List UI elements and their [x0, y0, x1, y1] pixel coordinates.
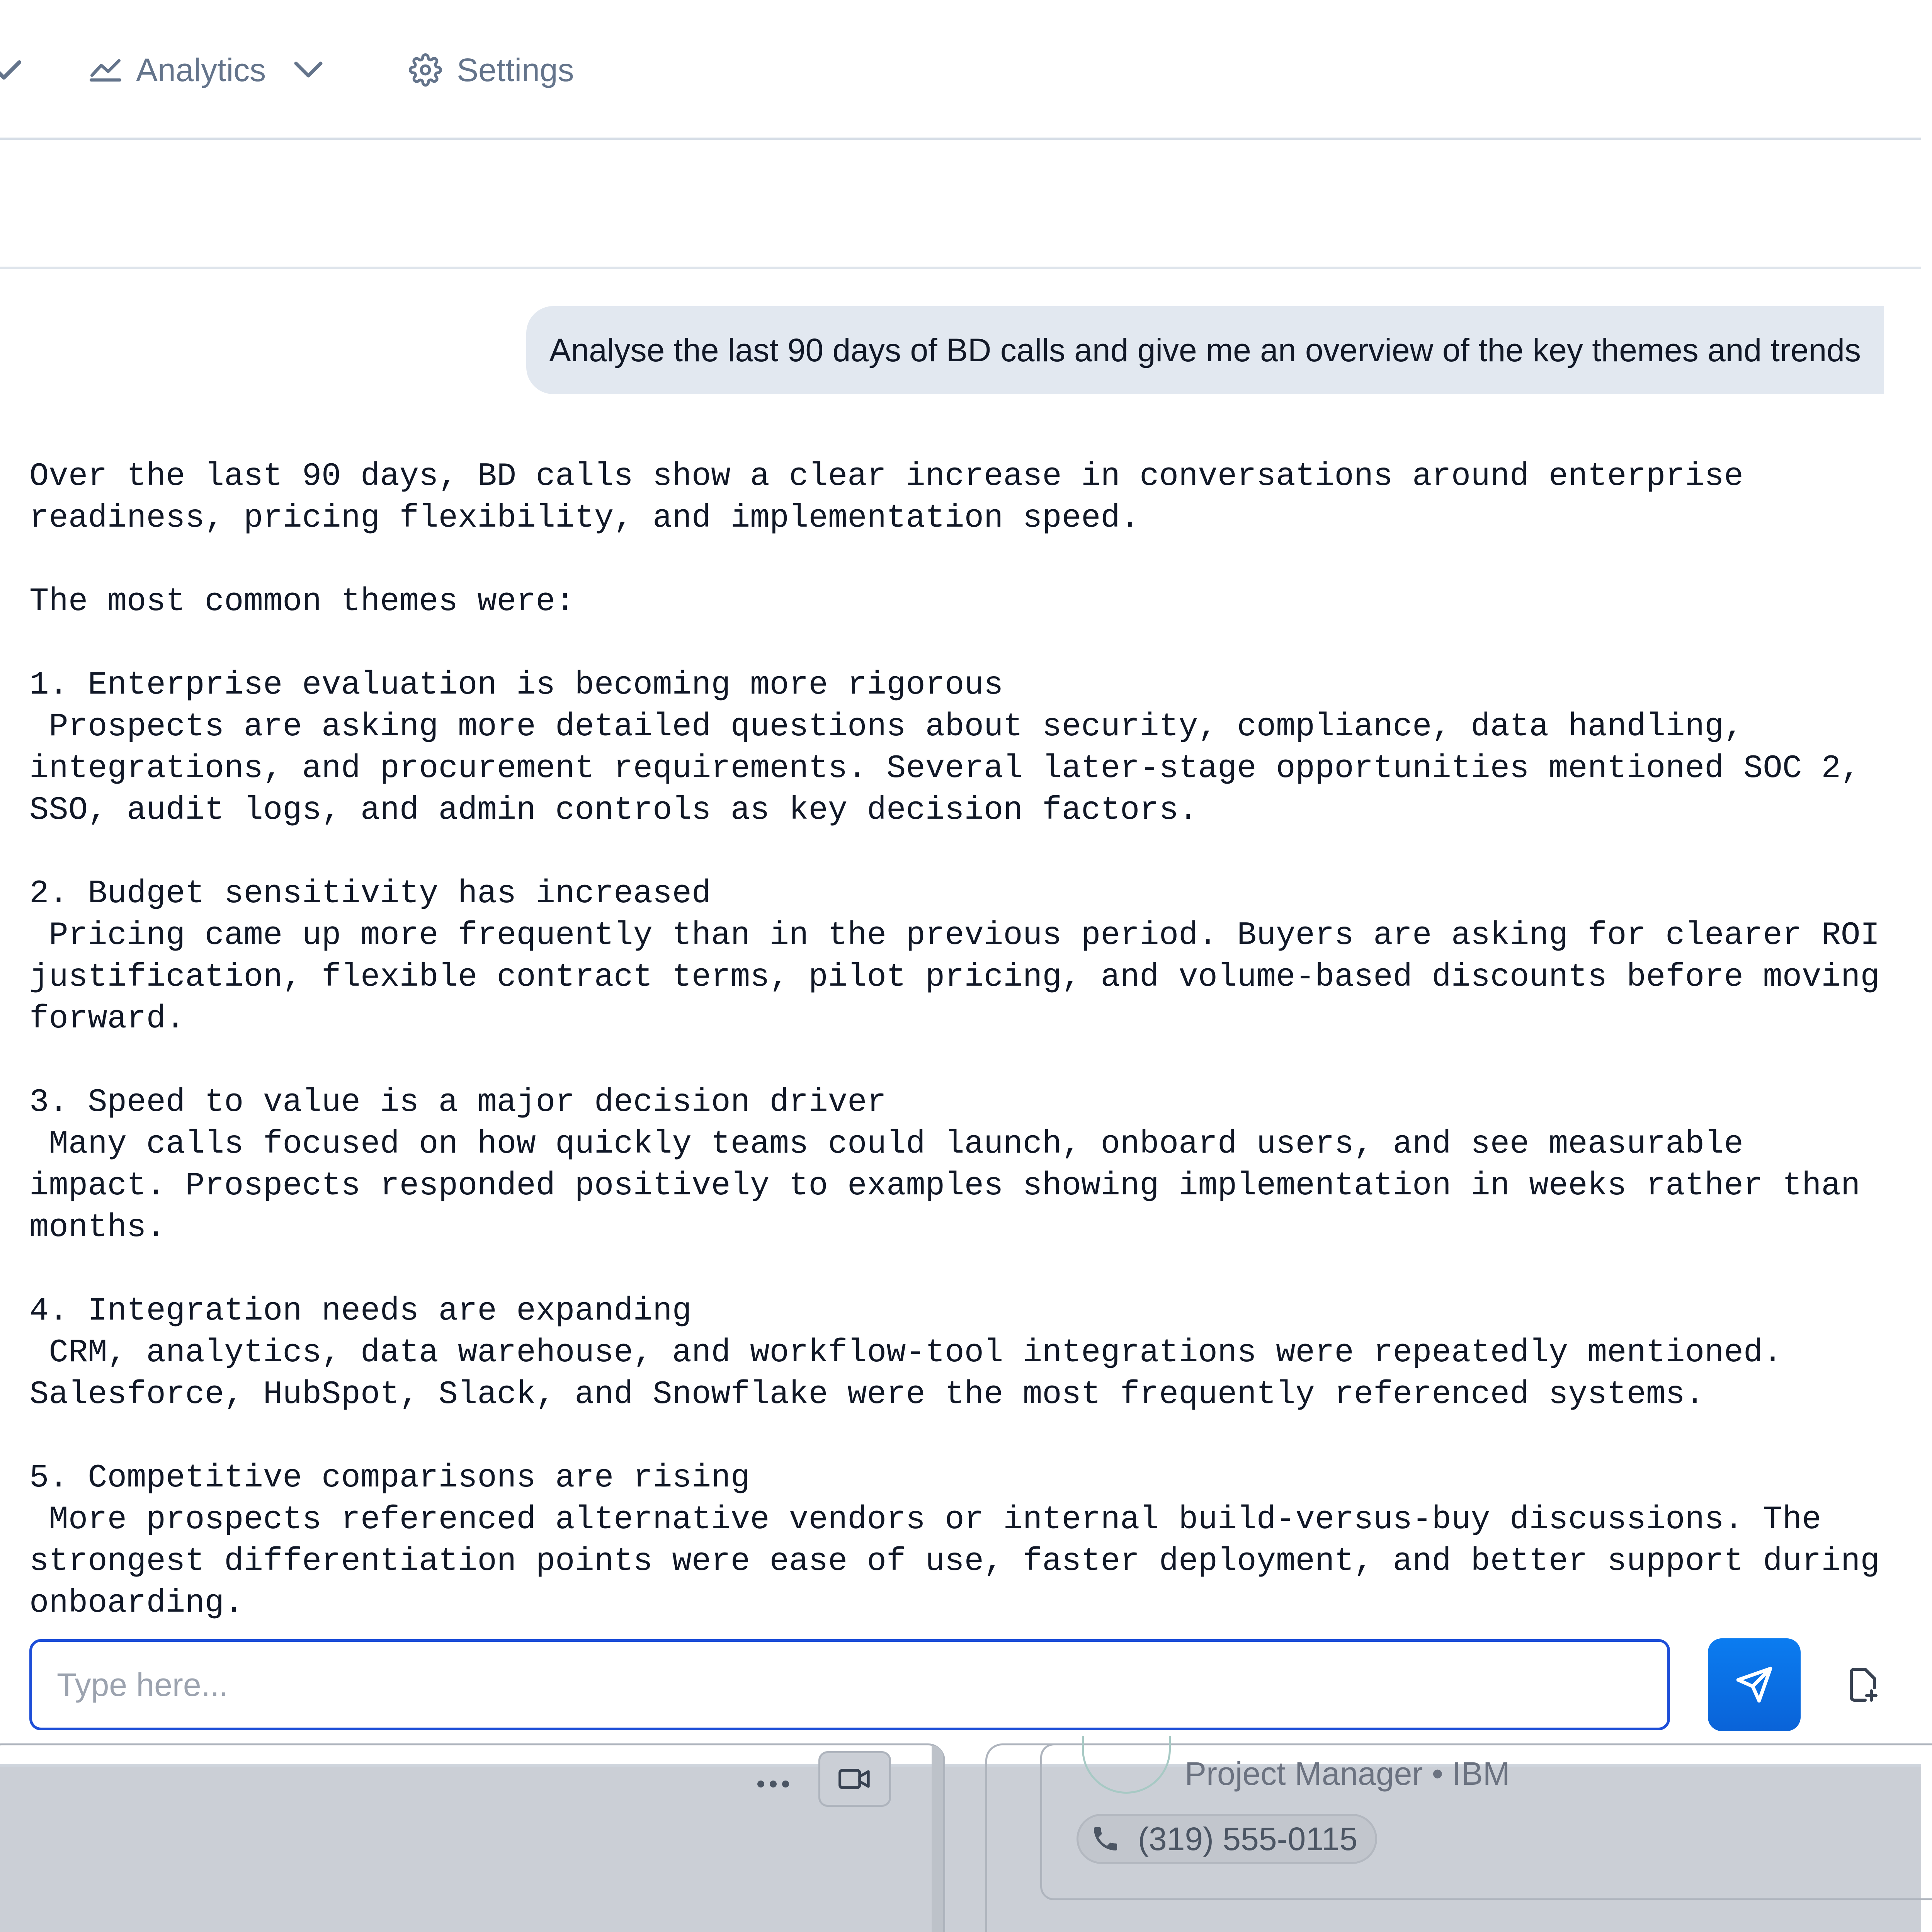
- phone-icon: [1090, 1823, 1121, 1854]
- video-call-button[interactable]: [818, 1751, 891, 1807]
- nav-item-analytics[interactable]: [90, 0, 324, 140]
- contact-phone-number: (319) 555-0115: [1138, 1820, 1358, 1857]
- nav-analytics-label: Analytics: [136, 51, 266, 88]
- gear-icon: [409, 53, 442, 87]
- document-plus-icon: [1847, 1666, 1879, 1703]
- contact-phone[interactable]: [1077, 1814, 1377, 1864]
- top-navigation: [0, 0, 1921, 140]
- nav-item-settings[interactable]: [409, 0, 574, 140]
- page-header-bar: [0, 140, 1921, 269]
- attach-document-button[interactable]: [1838, 1658, 1888, 1712]
- video-camera-icon: [837, 1767, 872, 1791]
- assistant-message: Over the last 90 days, BD calls show a clear increase in conversations around enterprise readiness, pricing flexibility, and implementation speed. The most common themes were: 1. Enterprise evaluation is becoming more rigorous Prospects are asking more detailed questions about security, compliance, data handling, integrations, and procurement requirements. Several later-stage opportunities mentioned SOC 2, SSO, audit logs, and admin controls as key decision factors. 2. Budget sensitivity has increased Pricing came up more frequently than in the previous period. Buyers are asking for clearer ROI justification, flexible contract terms, pilot pricing, and volume-based discounts before moving forward. 3. Speed to value is a major decision driver Many calls focused on how quickly teams could launch, onboard users, and see measurable impact. Prospects responded positively to examples showing implementation in weeks rather than months. 4. Integration needs are expanding CRM, analytics, data warehouse, and workflow-tool integrations were repeatedly mentioned. Salesforce, HubSpot, Slack, and Snowflake were the most frequently referenced systems. 5. Competitive comparisons are rising More prospects referenced alternative vendors or internal build-versus-buy discussions. The strongest differentiation points were ease of use, faster deployment, and better support during onboarding.: [29, 458, 1880, 1622]
- nav-dropdown-chevron-partial[interactable]: [0, 0, 23, 140]
- send-button[interactable]: [1708, 1638, 1801, 1731]
- paper-plane-icon: [1735, 1665, 1774, 1704]
- background-app-dimmed: [0, 1755, 1921, 1932]
- call-card: [0, 1743, 945, 1932]
- chat-message-input[interactable]: [29, 1639, 1670, 1730]
- more-options-icon[interactable]: [757, 1781, 789, 1787]
- chevron-down-icon: [0, 58, 23, 82]
- card-scrollbar: [932, 1745, 943, 1932]
- chat-panel: [0, 269, 1921, 1767]
- nav-settings-label: Settings: [457, 51, 574, 88]
- user-message-bubble: Analyse the last 90 days of BD calls and give me an overview of the key themes and trends: [526, 306, 1884, 394]
- line-chart-icon: [90, 58, 121, 82]
- chevron-down-icon: [293, 60, 324, 80]
- contact-role: Project Manager • IBM: [1185, 1755, 1510, 1792]
